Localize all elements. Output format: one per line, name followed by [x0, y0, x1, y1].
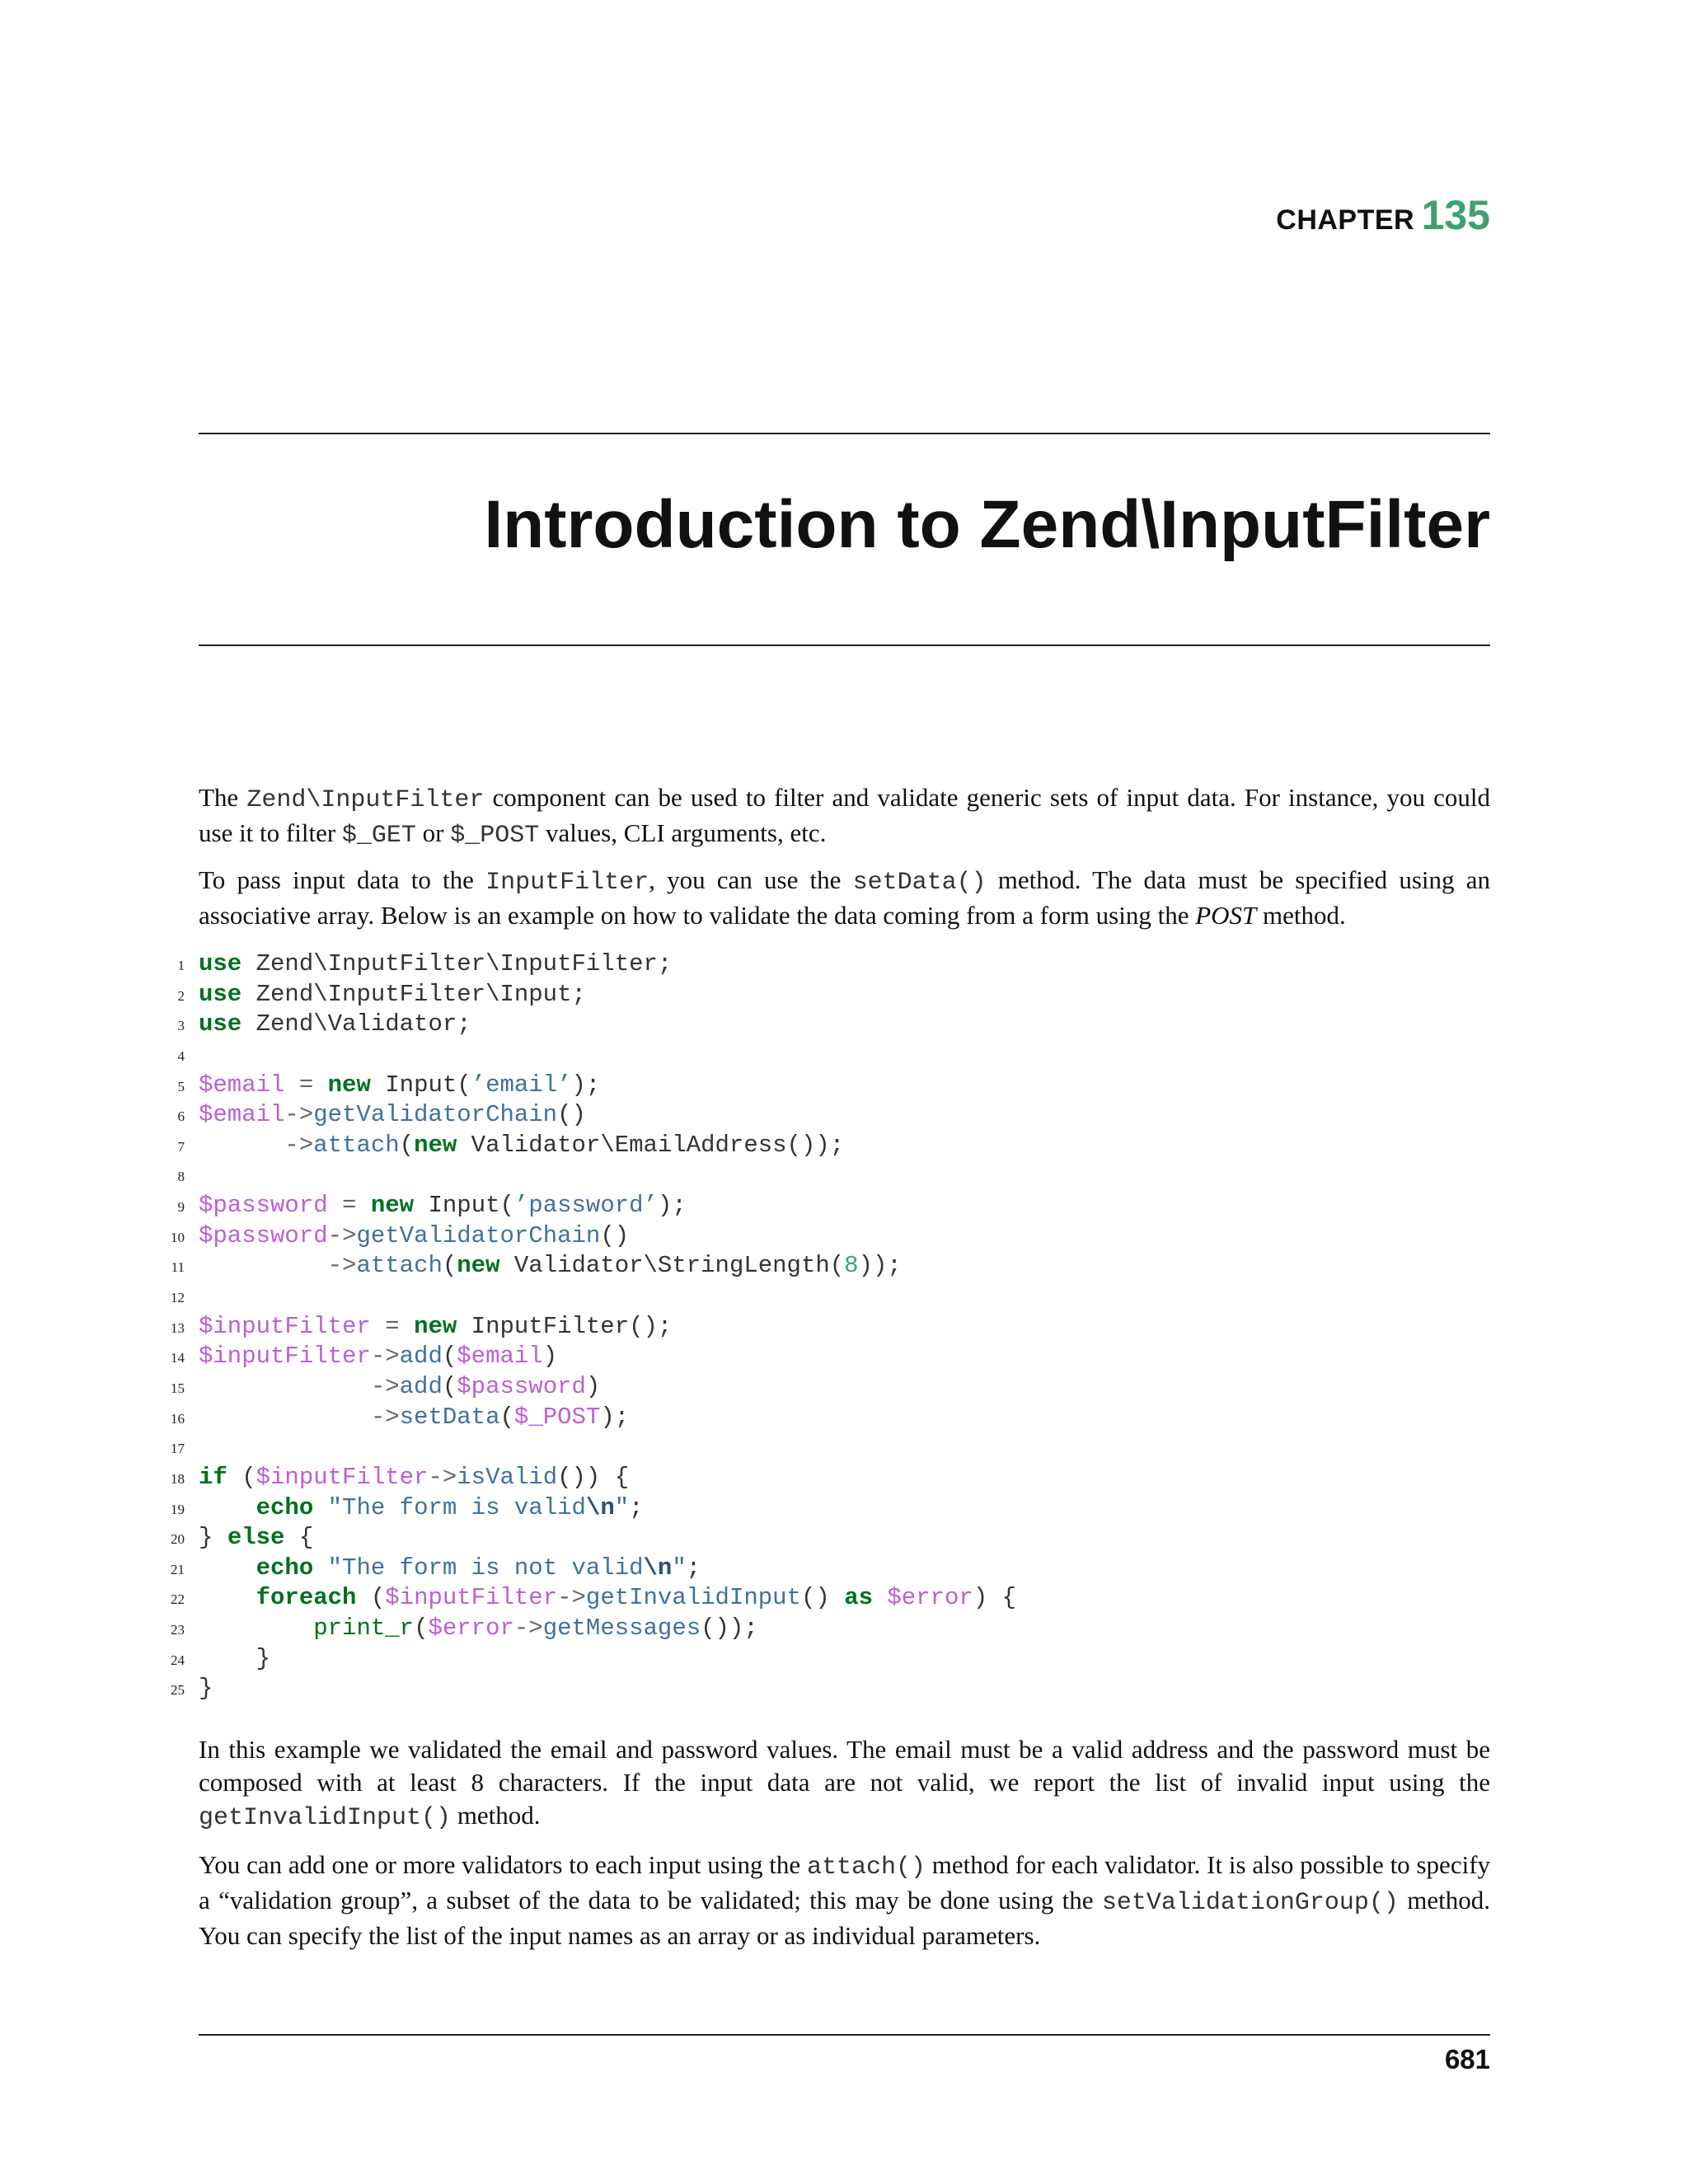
code-token	[199, 1494, 256, 1521]
code-token: \n	[585, 1493, 615, 1521]
code-token: )	[542, 1343, 558, 1371]
code-block	[148, 949, 1016, 1704]
code-token: Validator\EmailAddress());	[457, 1131, 845, 1159]
code-line	[148, 1221, 1016, 1252]
intro-paragraph-2: To pass input data to the InputFilter, you can use the setData() method. The data must be specified using an associative array. Below is an example on how to validate the data coming from a form using the POST method.	[199, 865, 1490, 930]
code-token	[371, 1313, 385, 1340]
code-token: attach	[356, 1252, 443, 1280]
code-token: $inputFilter	[199, 1312, 371, 1340]
emphasis: POST	[1195, 901, 1257, 930]
code-token: new	[327, 1071, 371, 1099]
code-token: $error	[428, 1615, 514, 1643]
line-number: 18	[171, 1470, 185, 1487]
code-line	[148, 1403, 1016, 1433]
code-token: ->	[370, 1403, 400, 1431]
inline-code: attach()	[806, 1854, 926, 1882]
code-line	[148, 1644, 1016, 1675]
code-token: ;	[629, 1493, 644, 1521]
code-token: "The form is valid	[327, 1493, 586, 1521]
after-paragraph-2: You can add one or more validators to each input using the attach() method for each validator. It is also possible to specify a “validation group”, a subset of the data to be validated; this may be done using the setValidationGroup() method. You can specify the list of the input names as an array or as individual parameters.	[199, 1850, 1491, 1950]
code-token	[313, 1494, 327, 1521]
code-token: ));	[858, 1252, 902, 1280]
code-token: $password	[199, 1221, 328, 1249]
code-token: "	[672, 1554, 687, 1582]
code-token: "The form is not valid	[327, 1554, 644, 1582]
code-token: );	[657, 1192, 687, 1220]
code-token: )	[585, 1372, 601, 1400]
code-line	[148, 1251, 1016, 1282]
code-token: (	[499, 1403, 514, 1431]
code-token: ->	[327, 1252, 357, 1280]
code-token	[199, 1132, 284, 1159]
code-line	[148, 1493, 1016, 1524]
code-line	[148, 1583, 1016, 1614]
code-token: ->	[327, 1221, 357, 1249]
code-token: ->	[370, 1343, 400, 1371]
line-number: 20	[171, 1531, 185, 1548]
footer-rule	[199, 2034, 1490, 2036]
code-token	[199, 1404, 371, 1431]
code-token	[199, 1252, 328, 1279]
inline-code: $_GET	[341, 822, 416, 850]
code-token	[328, 1192, 342, 1219]
code-line	[148, 1432, 1016, 1463]
code-line	[148, 1614, 1016, 1644]
code-token: $password	[457, 1372, 586, 1400]
line-number: 5	[177, 1078, 185, 1094]
code-line	[148, 1342, 1016, 1372]
code-line	[148, 949, 1016, 980]
code-token: Input(	[414, 1192, 514, 1220]
line-number: 15	[171, 1380, 185, 1396]
code-token: ());	[701, 1615, 758, 1643]
code-line	[148, 1554, 1016, 1584]
code-token: (	[356, 1584, 386, 1612]
line-number: 11	[171, 1259, 185, 1276]
after-paragraph-1: In this example we validated the email and password values. The email must be a valid address and the password must be composed with at least 8 characters. If the input data are not valid, we report the list of invalid input using the getInvalidInput() method.	[199, 1735, 1490, 1832]
code-token: setData	[399, 1403, 500, 1431]
line-number: 16	[171, 1410, 185, 1427]
code-token: ->	[284, 1101, 314, 1129]
code-token: ->	[284, 1131, 314, 1159]
code-token: new	[414, 1312, 457, 1340]
code-token: attach	[313, 1131, 400, 1159]
code-token: use	[199, 950, 242, 977]
code-token: $_POST	[513, 1403, 601, 1431]
line-number: 23	[171, 1622, 185, 1638]
code-line	[148, 1372, 1016, 1403]
inline-code: getInvalidInput()	[199, 1804, 452, 1832]
code-token: (	[442, 1252, 457, 1280]
code-line	[148, 1040, 1016, 1071]
code-token: new	[414, 1131, 457, 1159]
chapter-number: 135	[1421, 192, 1490, 238]
code-line	[148, 1312, 1016, 1343]
code-token: print_r	[313, 1615, 415, 1643]
line-number: 4	[177, 1047, 185, 1064]
code-token: =	[385, 1312, 400, 1340]
title-rule-bottom	[199, 644, 1490, 646]
code-token: ’password’	[513, 1192, 658, 1220]
code-token: ;	[686, 1554, 701, 1582]
code-token	[873, 1584, 887, 1611]
code-line	[148, 980, 1016, 1010]
code-token: $inputFilter	[256, 1463, 429, 1491]
code-line	[148, 1191, 1016, 1221]
line-number: 3	[177, 1018, 185, 1034]
code-token: =	[298, 1071, 314, 1099]
code-token: use	[199, 980, 242, 1008]
code-token	[199, 1373, 371, 1400]
code-token: );	[571, 1071, 601, 1099]
code-token: getMessages	[542, 1615, 701, 1643]
code-line	[148, 1010, 1016, 1040]
code-token: ->	[428, 1463, 457, 1491]
line-number: 14	[171, 1350, 185, 1366]
line-number: 24	[171, 1652, 185, 1668]
code-token: ()	[600, 1221, 630, 1249]
code-token	[313, 1554, 327, 1582]
code-token	[313, 1071, 327, 1099]
inline-code: setValidationGroup()	[1101, 1889, 1399, 1917]
code-token: getInvalidInput	[585, 1584, 801, 1612]
code-token: $email	[457, 1343, 543, 1371]
code-line	[148, 1674, 1016, 1704]
code-token	[199, 1584, 256, 1611]
code-token: }	[199, 1524, 227, 1552]
code-token: ()	[557, 1101, 586, 1129]
inline-code: $_POST	[450, 822, 540, 850]
page-title: Introduction to Zend\InputFilter	[484, 487, 1490, 562]
line-number: 7	[177, 1138, 185, 1155]
code-token: $email	[199, 1101, 285, 1129]
code-line	[148, 1463, 1016, 1493]
code-token: =	[342, 1192, 357, 1220]
line-number: 2	[177, 987, 185, 1004]
code-line	[148, 1523, 1016, 1554]
line-number: 13	[171, 1319, 185, 1336]
code-token: echo	[256, 1493, 314, 1521]
code-token: Zend\InputFilter\InputFilter;	[241, 950, 673, 977]
code-token: 8	[844, 1252, 859, 1280]
code-token: }	[199, 1675, 213, 1703]
line-number: 9	[177, 1199, 185, 1216]
line-number: 25	[171, 1682, 185, 1699]
inline-code: InputFilter	[485, 869, 649, 897]
code-token: (	[399, 1131, 415, 1159]
code-token: ()	[800, 1584, 845, 1612]
code-token: getValidatorChain	[356, 1221, 601, 1249]
title-rule-top	[199, 433, 1490, 434]
code-line	[148, 1282, 1016, 1312]
line-number: 6	[177, 1108, 185, 1125]
line-number: 22	[171, 1591, 185, 1608]
code-token: as	[844, 1584, 873, 1612]
chapter-word: CHAPTER	[1276, 204, 1415, 236]
code-token: $password	[199, 1192, 328, 1220]
code-token: }	[199, 1644, 271, 1672]
chapter-label	[1276, 191, 1490, 239]
code-token: $error	[887, 1584, 973, 1612]
code-token	[400, 1313, 414, 1340]
code-token	[284, 1071, 298, 1099]
code-token: add	[399, 1372, 443, 1400]
line-number: 10	[171, 1229, 185, 1245]
code-token: Zend\Validator;	[241, 1010, 471, 1038]
code-token: ) {	[973, 1584, 1017, 1612]
line-number: 21	[171, 1561, 185, 1577]
inline-code: Zend\InputFilter	[246, 786, 485, 814]
code-line	[148, 1100, 1016, 1131]
code-line	[148, 1131, 1016, 1161]
code-token	[199, 1615, 313, 1642]
code-token: else	[227, 1524, 285, 1552]
line-number: 12	[171, 1290, 185, 1306]
code-token: ()) {	[557, 1463, 630, 1491]
code-token: new	[457, 1252, 500, 1280]
page-number: 681	[1444, 2044, 1490, 2074]
line-number: 19	[171, 1501, 185, 1517]
code-line	[148, 1071, 1016, 1101]
code-token: add	[399, 1343, 443, 1371]
code-token: if	[199, 1463, 227, 1491]
code-token: InputFilter();	[457, 1312, 673, 1340]
code-token: use	[199, 1010, 242, 1038]
line-number: 1	[177, 958, 185, 973]
code-token: );	[600, 1403, 630, 1431]
code-token	[199, 1554, 256, 1582]
code-token: Input(	[370, 1071, 471, 1099]
code-token: getValidatorChain	[313, 1101, 558, 1129]
line-number: 8	[177, 1169, 185, 1185]
code-token: (	[442, 1343, 457, 1371]
code-token: Validator\StringLength(	[499, 1252, 845, 1280]
code-token: foreach	[256, 1584, 357, 1612]
code-line	[148, 1160, 1016, 1191]
line-number: 17	[171, 1441, 185, 1457]
code-token: (	[442, 1372, 457, 1400]
code-token: Zend\InputFilter\Input;	[241, 980, 586, 1008]
code-token: \n	[643, 1554, 673, 1582]
code-token: new	[370, 1192, 415, 1220]
code-token: echo	[256, 1554, 314, 1582]
code-token: $email	[199, 1071, 285, 1099]
code-token: ->	[370, 1372, 400, 1400]
code-token: ’email’	[471, 1071, 572, 1099]
code-token: $inputFilter	[199, 1343, 371, 1371]
code-token: ->	[513, 1615, 543, 1643]
code-token: {	[284, 1524, 314, 1552]
code-token: "	[614, 1493, 630, 1521]
code-token: (	[227, 1463, 256, 1491]
code-token: isValid	[457, 1463, 558, 1491]
intro-paragraph-1: The Zend\InputFilter component can be used to filter and validate generic sets of input data. For instance, you could use it to filter $_GET or $_POST values, CLI arguments, etc.	[199, 783, 1490, 850]
code-token	[356, 1192, 370, 1219]
code-token: ->	[557, 1584, 586, 1612]
inline-code: setData()	[852, 869, 987, 897]
code-token: (	[414, 1615, 429, 1643]
code-token: $inputFilter	[385, 1584, 558, 1612]
